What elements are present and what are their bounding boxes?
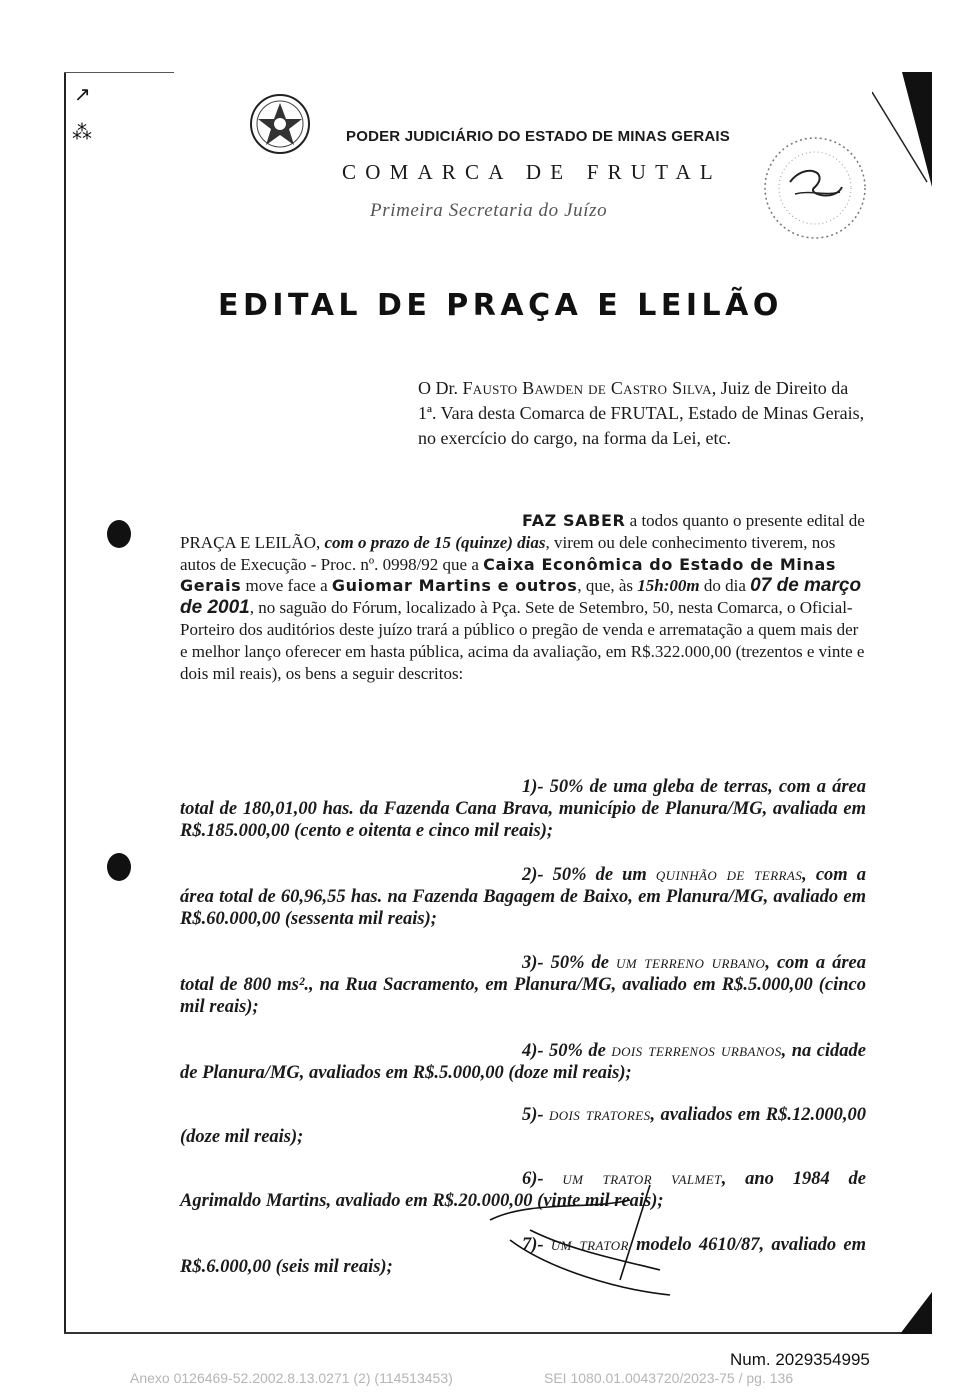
annex-reference: Anexo 0126469-52.2002.8.13.0271 (2) (114513453) xyxy=(130,1370,453,1386)
margin-mark-1: ↗ xyxy=(74,84,91,106)
secretaria-header: Primeira Secretaria do Juízo xyxy=(370,200,608,221)
auction-date: 07 de março de 2001 xyxy=(180,575,862,619)
coat-of-arms-icon xyxy=(246,93,314,155)
official-stamp-icon xyxy=(760,132,870,244)
plaintiff-name: Caixa Econômica do Estado de Minas Gerais xyxy=(180,554,836,596)
sei-reference: SEI 1080.01.0043720/2023-75 / pg. 136 xyxy=(544,1370,794,1386)
court-header: PODER JUDICIÁRIO DO ESTADO DE MINAS GERAIS xyxy=(346,128,730,145)
corner-mark-top xyxy=(872,72,934,192)
margin-mark-2: ⁂ xyxy=(72,122,92,144)
page-border-bottom xyxy=(64,1332,910,1334)
corner-mark-bottom xyxy=(898,1292,934,1336)
judge-name: Fausto Bawden de Castro Silva xyxy=(462,378,712,398)
page-border-top xyxy=(64,72,174,73)
list-item: 7)- um trator modelo 4610/87, avaliado em R$.6.000,00 (seis mil reais); xyxy=(180,1235,866,1277)
list-item: 1)- 50% de uma gleba de terras, com a área total de 180,01,00 has. da Fazenda Cana Brava, município de Planura/MG, avaliada em R$.185.000,00 (cento e oitenta e cinco mil reais); xyxy=(180,777,866,841)
defendant-name: Guiomar Martins e outros xyxy=(331,576,578,596)
list-item: 3)- 50% de um terreno urbano, com a área total de 800 ms²., na Rua Sacramento, em Planura/MG, avaliado em R$.5.000,00 (cinco mil reais); xyxy=(180,953,866,1017)
punch-hole-1 xyxy=(107,520,131,548)
document-title: EDITAL DE PRAÇA E LEILÃO xyxy=(218,288,783,323)
signature-scribble xyxy=(470,1180,690,1300)
page-border-left xyxy=(64,72,66,1334)
list-item: 4)- 50% de dois terrenos urbanos, na cidade de Planura/MG, avaliados em R$.5.000,00 (doze mil reais); xyxy=(180,1041,867,1083)
faz-saber: FAZ SABER xyxy=(522,511,626,530)
comarca-header: COMARCA DE FRUTAL xyxy=(342,160,722,184)
document-number: Num. 2029354995 xyxy=(730,1350,870,1369)
list-item: 5)- dois tratores, avaliados em R$.12.000,00 (doze mil reais); xyxy=(180,1105,866,1147)
main-paragraph: FAZ SABER a todos quanto o presente edital de PRAÇA E LEILÃO, com o prazo de 15 (quinze) dias, virem ou dele conhecimento tiverem, nos autos de Execução - Proc. nº. 0998/92 que a Caixa Econômica do Estado de Minas Gerais move face a Guiomar Martins e outros, que, às 15h:00m do dia 07 de março de 2001, no saguão do Fórum, localizado à Pça. Sete de Setembro, 50, nesta Comarca, o Oficial-Porteiro dos auditórios deste juízo trará a público o pregão de venda e arrematação a quem mais der e melhor lanço oferecer em hasta pública, acima da avaliação, em R$.322.000,00 (trezentos e vinte e dois mil reais), os bens a seguir descritos: xyxy=(180,511,865,683)
judge-intro: O Dr. Fausto Bawden de Castro Silva, Juiz de Direito da 1ª. Vara desta Comarca de FRUTAL, Estado de Minas Gerais, no exercício do cargo, na forma da Lei, etc. xyxy=(418,378,865,448)
list-item: 2)- 50% de um quinhão de terras, com a área total de 60,96,55 has. na Fazenda Bagagem de Baixo, em Planura/MG, avaliado em R$.60.000,00 (sessenta mil reais); xyxy=(180,865,866,929)
list-item: 6)- um trator valmet, ano 1984 de Agrimaldo Martins, avaliado em R$.20.000,00 (vinte mil reais); xyxy=(180,1169,867,1211)
punch-hole-2 xyxy=(107,853,131,881)
